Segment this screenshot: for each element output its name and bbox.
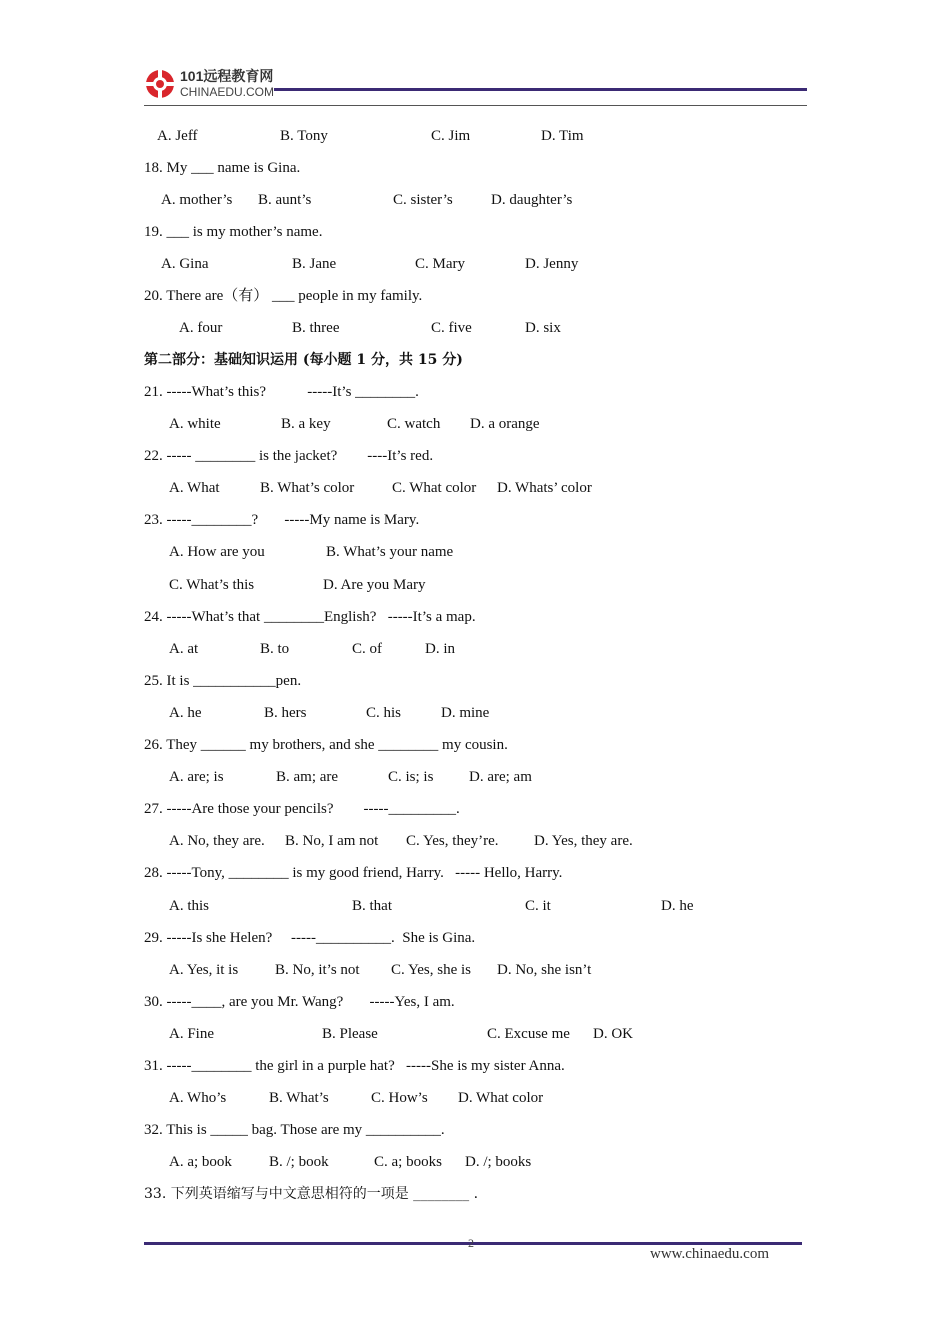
q29-option-b: B. No, it’s not xyxy=(275,962,360,978)
q20-option-b: B. three xyxy=(292,320,340,336)
q27-option-b: B. No, I am not xyxy=(285,833,379,849)
question-stem: 27. -----Are those your pencils? -----_________. xyxy=(144,801,460,817)
q21-option-b: B. a key xyxy=(281,416,331,432)
logo-text: 101远程教育网 xyxy=(180,68,274,84)
q30-option-a: A. Fine xyxy=(169,1026,214,1042)
q21-option-d: D. a orange xyxy=(470,416,540,432)
q20-option-d: D. six xyxy=(525,320,561,336)
q31-option-a: A. Who’s xyxy=(169,1090,227,1106)
q24-option-b: B. to xyxy=(260,641,290,657)
q26-option-b: B. am; are xyxy=(276,769,339,785)
q29-option-c: C. Yes, she is xyxy=(391,962,472,978)
chinaedu-logo-icon xyxy=(144,68,176,100)
q21-option-a: A. white xyxy=(169,416,221,432)
question-stem: 33. 下列英语缩写与中文意思相符的一项是 ________ . xyxy=(144,1186,479,1202)
q27-option-a: A. No, they are. xyxy=(169,833,265,849)
q22-option-a: A. What xyxy=(169,480,220,496)
q32-option-c: C. a; books xyxy=(374,1154,442,1170)
logo-subtext: CHINAEDU.COM xyxy=(180,85,275,99)
question-stem: 19. ___ is my mother’s name. xyxy=(144,224,323,240)
q18-option-c: C. sister’s xyxy=(393,192,453,208)
q18-option-b: B. aunt’s xyxy=(258,192,312,208)
q20-option-a: A. four xyxy=(179,320,223,336)
q19-option-d: D. Jenny xyxy=(525,256,579,272)
q25-option-d: D. mine xyxy=(441,705,490,721)
question-stem: 32. This is _____ bag. Those are my __________. xyxy=(144,1122,445,1138)
q22-option-d: D. Whats’ color xyxy=(497,480,592,496)
q19-option-b: B. Jane xyxy=(292,256,337,272)
q31-option-d: D. What color xyxy=(458,1090,544,1106)
q31-option-c: C. How’s xyxy=(371,1090,428,1106)
q17-option-d: D. Tim xyxy=(541,128,584,144)
q26-option-c: C. is; is xyxy=(388,769,434,785)
q20-option-c: C. five xyxy=(431,320,472,336)
header-rule-thin xyxy=(144,105,807,106)
q17-option-c: C. Jim xyxy=(431,128,471,144)
q24-option-d: D. in xyxy=(425,641,455,657)
q26-option-a: A. are; is xyxy=(169,769,224,785)
question-stem: 25. It is ___________pen. xyxy=(144,673,302,689)
q29-option-a: A. Yes, it is xyxy=(169,962,239,978)
q24-option-a: A. at xyxy=(169,641,199,657)
page-number: 2 xyxy=(468,1236,474,1250)
q18-option-a: A. mother’s xyxy=(161,192,233,208)
q32-option-d: D. /; books xyxy=(465,1154,532,1170)
q18-option-d: D. daughter’s xyxy=(491,192,573,208)
page-header xyxy=(144,66,807,110)
q26-option-d: D. are; am xyxy=(469,769,532,785)
q32-option-a: A. a; book xyxy=(169,1154,232,1170)
q22-option-b: B. What’s color xyxy=(260,480,355,496)
q30-option-c: C. Excuse me xyxy=(487,1026,570,1042)
q19-option-c: C. Mary xyxy=(415,256,465,272)
q28-option-b: B. that xyxy=(352,898,392,914)
question-stem: 18. My ___ name is Gina. xyxy=(144,160,301,176)
q28-option-d: D. he xyxy=(661,898,694,914)
q28-option-a: A. this xyxy=(169,898,210,914)
q32-option-b: B. /; book xyxy=(269,1154,329,1170)
q27-option-c: C. Yes, they’re. xyxy=(406,833,499,849)
header-rule-thick xyxy=(274,88,807,91)
question-stem: 22. ----- ________ is the jacket? ----It’s red. xyxy=(144,448,434,464)
q31-option-b: B. What’s xyxy=(269,1090,329,1106)
question-stem: 28. -----Tony, ________ is my good friend, Harry. ----- Hello, Harry. xyxy=(144,865,563,881)
section-title: 第二部分：基础知识运用 (每小题 1 分，共 15 分) xyxy=(144,352,463,368)
q17-option-a: A. Jeff xyxy=(157,128,198,144)
question-stem: 29. -----Is she Helen? -----__________. She is Gina. xyxy=(144,930,476,946)
q23-option-b: B. What’s your name xyxy=(326,544,454,560)
question-stem: 30. -----____, are you Mr. Wang? -----Yes, I am. xyxy=(144,994,455,1010)
question-stem: 26. They ______ my brothers, and she ________ my cousin. xyxy=(144,737,508,753)
q30-option-d: D. OK xyxy=(593,1026,633,1042)
question-stem: 31. -----________ the girl in a purple hat? -----She is my sister Anna. xyxy=(144,1058,565,1074)
q27-option-d: D. Yes, they are. xyxy=(534,833,633,849)
q23-option-c: C. What’s this xyxy=(169,577,255,593)
q23-option-d: D. Are you Mary xyxy=(323,577,426,593)
question-stem: 21. -----What’s this? -----It’s ________. xyxy=(144,384,419,400)
q22-option-c: C. What color xyxy=(392,480,477,496)
footer-url: www.chinaedu.com xyxy=(650,1246,769,1262)
question-stem: 20. There are（有） ___ people in my family. xyxy=(144,288,423,304)
q25-option-c: C. his xyxy=(366,705,402,721)
question-stem: 23. -----________? -----My name is Mary. xyxy=(144,512,420,528)
question-stem: 24. -----What’s that ________English? -----It’s a map. xyxy=(144,609,476,625)
q30-option-b: B. Please xyxy=(322,1026,378,1042)
q28-option-c: C. it xyxy=(525,898,551,914)
q24-option-c: C. of xyxy=(352,641,382,657)
q29-option-d: D. No, she isn’t xyxy=(497,962,592,978)
q23-option-a: A. How are you xyxy=(169,544,265,560)
q21-option-c: C. watch xyxy=(387,416,441,432)
q17-option-b: B. Tony xyxy=(280,128,328,144)
q25-option-b: B. hers xyxy=(264,705,307,721)
q19-option-a: A. Gina xyxy=(161,256,209,272)
q25-option-a: A. he xyxy=(169,705,202,721)
